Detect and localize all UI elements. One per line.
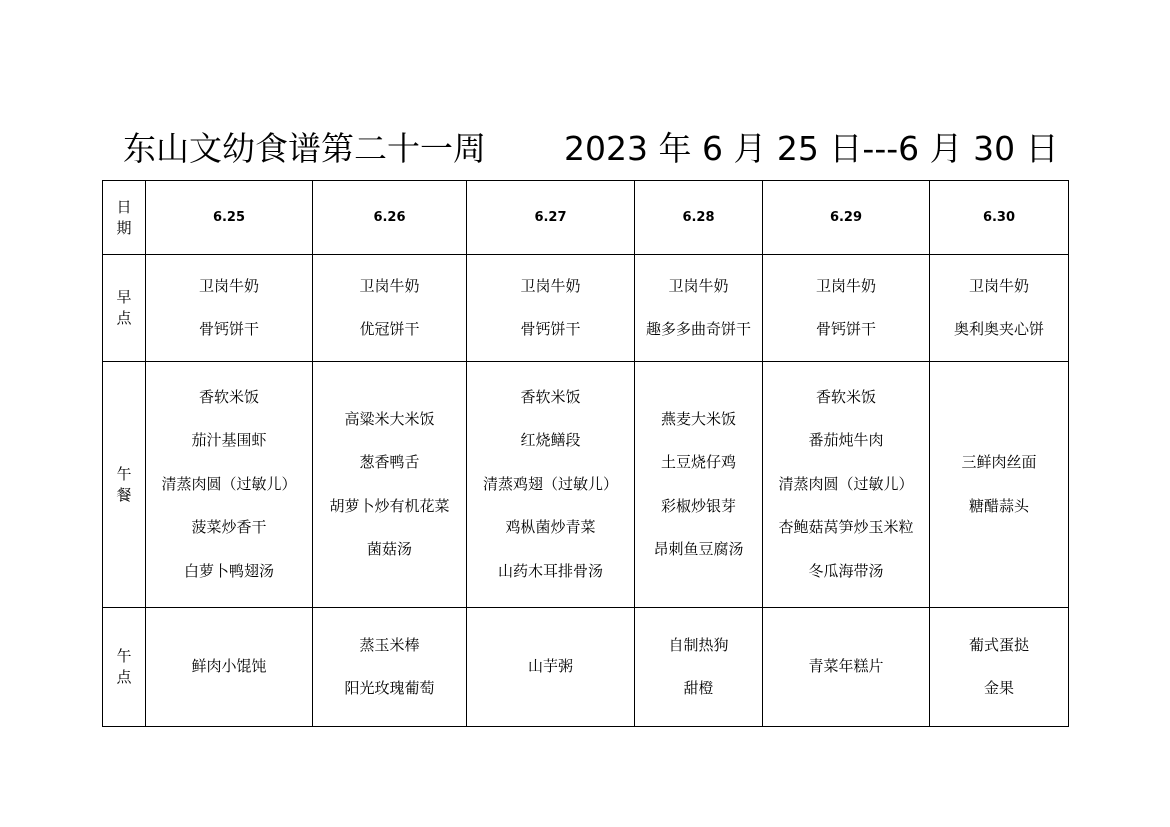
breakfast-cell [467, 255, 635, 362]
dish-item: 葱香鸭舌 [359, 453, 420, 471]
snack-cell [635, 608, 763, 727]
date-row [103, 181, 1069, 255]
dish-item: 清蒸肉圆（过敏儿） [161, 474, 297, 493]
breakfast-cell [763, 255, 930, 362]
dish-item: 香软米饭 [815, 387, 876, 406]
weekly-menu-table [102, 180, 1069, 727]
dish-item: 鲜肉小馄饨 [191, 657, 267, 676]
row-label-char: 点 [116, 668, 132, 686]
row-label-char: 期 [116, 218, 132, 237]
row-label-char: 午 [116, 464, 132, 483]
dish-item: 彩椒炒银芽 [660, 496, 736, 515]
row-label-breakfast [103, 255, 146, 362]
dish-item: 卫岗牛奶 [815, 276, 876, 295]
dish-item: 杏鲍菇莴笋炒玉米粒 [778, 518, 914, 537]
date-cell: 6.25 [146, 181, 313, 255]
breakfast-cell [313, 255, 467, 362]
dish-item: 菌菇汤 [366, 540, 412, 558]
dish-item: 卫岗牛奶 [668, 276, 729, 295]
title-date-range: 2023 年 6 月 25 日---6 月 30 日 [564, 129, 1059, 168]
dish-item: 白萝卜鸭翅汤 [183, 561, 274, 580]
dish-item: 燕麦大米饭 [660, 409, 736, 428]
lunch-cell [635, 362, 763, 608]
dish-item: 三鲜肉丝面 [961, 453, 1037, 471]
dish-item: 优冠饼干 [359, 320, 420, 338]
dish-item: 山药木耳排骨汤 [497, 561, 603, 580]
row-label-char: 餐 [116, 485, 132, 504]
breakfast-cell [635, 255, 763, 362]
dish-item: 昂刺鱼豆腐汤 [653, 540, 744, 558]
breakfast-cell [930, 255, 1069, 362]
dish-item: 趣多多曲奇饼干 [645, 320, 751, 338]
dish-item: 骨钙饼干 [198, 320, 259, 338]
dish-item: 菠菜炒香干 [191, 518, 267, 537]
dish-item: 番茄炖牛肉 [808, 431, 884, 450]
dish-item: 骨钙饼干 [815, 320, 876, 338]
snack-cell [146, 608, 313, 727]
date-cell: 6.28 [635, 181, 763, 255]
dish-item: 清蒸肉圆（过敏儿） [778, 474, 914, 493]
snack-cell [763, 608, 930, 727]
row-label-char: 点 [116, 309, 132, 327]
dish-item: 土豆烧仔鸡 [660, 453, 736, 471]
dish-item: 金果 [983, 679, 1014, 697]
dish-item: 甜橙 [683, 679, 714, 697]
date-cell: 6.29 [763, 181, 930, 255]
row-label-date [103, 181, 146, 255]
lunch-cell [930, 362, 1069, 608]
dish-item: 胡萝卜炒有机花菜 [329, 496, 450, 515]
lunch-cell [467, 362, 635, 608]
row-label-lunch [103, 362, 146, 608]
date-cell: 6.30 [930, 181, 1069, 255]
date-cell: 6.27 [467, 181, 635, 255]
breakfast-row [103, 255, 1069, 362]
title-name: 东山文幼食谱第二十一周 [123, 129, 486, 168]
dish-item: 骨钙饼干 [520, 320, 581, 338]
snack-cell [930, 608, 1069, 727]
snack-row [103, 608, 1069, 727]
dish-item: 高粱米大米饭 [344, 409, 435, 428]
dish-item: 清蒸鸡翅（过敏儿） [482, 474, 618, 493]
dish-item: 卫岗牛奶 [520, 276, 581, 295]
dish-item: 自制热狗 [668, 635, 729, 654]
dish-item: 卫岗牛奶 [359, 276, 420, 295]
dish-item: 葡式蛋挞 [968, 635, 1029, 654]
dish-item: 鸡枞菌炒青菜 [505, 518, 596, 537]
dish-item: 蒸玉米棒 [359, 635, 420, 654]
dish-item: 奥利奥夹心饼 [953, 320, 1044, 338]
dish-item: 卫岗牛奶 [968, 276, 1029, 295]
dish-item: 青菜年糕片 [808, 657, 884, 676]
dish-item: 红烧鳝段 [520, 431, 581, 450]
dish-item: 冬瓜海带汤 [808, 561, 884, 580]
dish-item: 香软米饭 [520, 387, 581, 406]
snack-cell [467, 608, 635, 727]
lunch-row [103, 362, 1069, 608]
lunch-cell [313, 362, 467, 608]
row-label-snack [103, 608, 146, 727]
snack-cell [313, 608, 467, 727]
dish-item: 茄汁基围虾 [191, 431, 267, 450]
lunch-cell [146, 362, 313, 608]
row-label-char: 午 [116, 647, 132, 665]
row-label-char: 早 [116, 288, 132, 306]
dish-item: 阳光玫瑰葡萄 [344, 679, 435, 697]
dish-item: 山芋粥 [527, 657, 573, 676]
breakfast-cell [146, 255, 313, 362]
lunch-cell [763, 362, 930, 608]
dish-item: 卫岗牛奶 [198, 276, 259, 295]
date-cell: 6.26 [313, 181, 467, 255]
dish-item: 香软米饭 [198, 387, 259, 406]
row-label-char: 日 [116, 197, 132, 216]
dish-item: 糖醋蒜头 [968, 496, 1029, 515]
page-title [123, 126, 1059, 172]
